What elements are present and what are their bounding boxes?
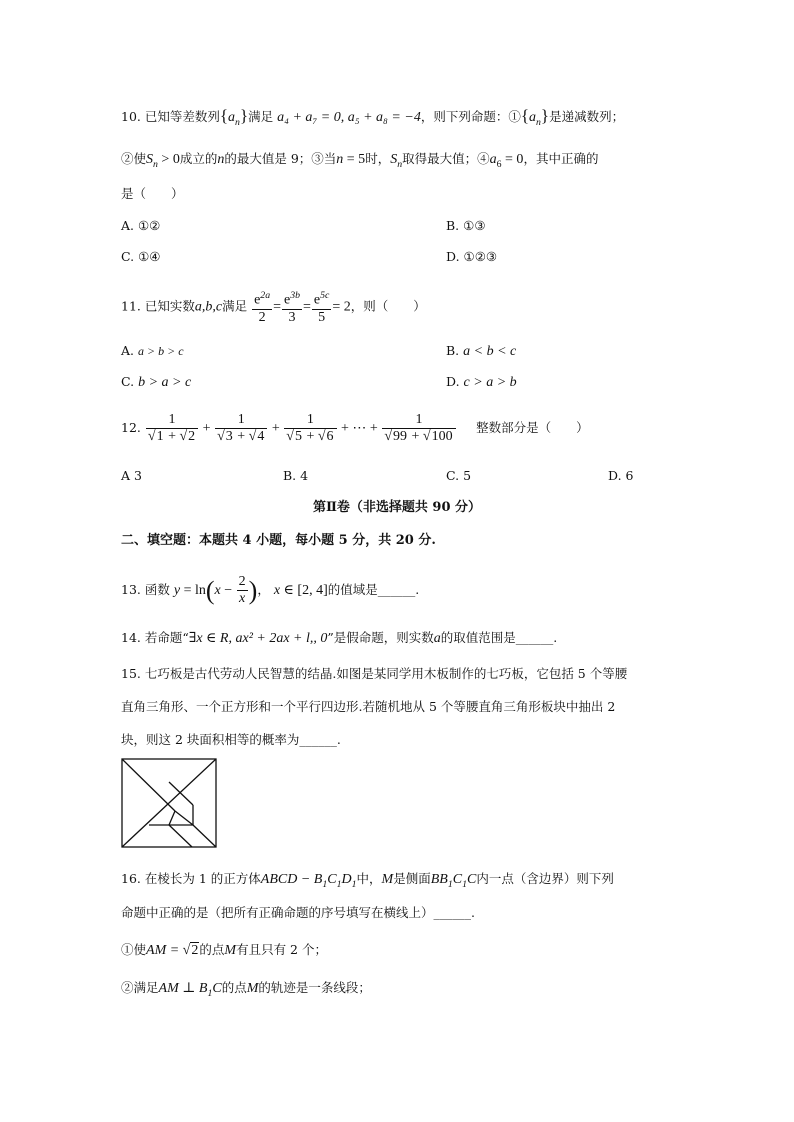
q16-point: M [224,943,237,958]
q16-s1-expr: AM = √2 [146,943,199,958]
q16-s2-expr: AM ⊥ $B_1C$ [158,981,222,999]
q10-text: ，则下列命题：① [420,109,521,124]
q16-text: 的点 [199,942,225,957]
q11-option-a: A. a > b > c [121,343,184,358]
q11-text: ，则（ ） [350,298,426,314]
q11-fraction-b: $\frac{e^{3b}}{3}$ [284,290,301,325]
q13-function: y = ln(x − $\frac{2}{x}$ ) [173,574,258,607]
q11-option-c: C. b > a > c [121,374,192,390]
q12-text: 整数部分是（ ） [476,420,589,435]
q12-number: 12. [121,420,141,435]
q13-text: 13. 函数 [121,582,170,597]
q16-text: 16. 在棱长为 1 的正方体 [121,871,261,886]
q16-text: 是侧面 [393,871,431,886]
q13-line [121,572,419,609]
section-title: 第Ⅱ卷（非选择题共 90 分） [312,500,482,515]
q11-text: 满足 [222,298,248,314]
q16-point: M [246,981,259,996]
q10-text: 10. 已知等差数列 [121,109,220,124]
q16-line1 [121,869,614,895]
q12-option-b: B. 4 [283,468,309,483]
q10-text: ，其中正确的 [523,151,599,166]
q14-text: 14. 若命题“ [121,630,189,645]
q16-statement-1 [121,940,327,961]
q16-line2: 命题中正确的是（把所有正确命题的序号填写在横线上）______. [121,905,475,920]
q15-line2: 直角三角形、一个正方形和一个平行四边形.若随机地从 5 个等腰直角三角形板块中抽出 2 [121,699,616,714]
q13-text: ， [257,582,270,597]
q10-text: 时， [365,151,391,166]
q11-fraction-c: $\frac{e^{5c}}{5}$ [313,290,330,325]
q10-text: 取得最大值；④ [402,151,490,166]
q13-text: 的值域是______. [327,582,420,597]
q10-text: 的最大值是 9；③当 [224,151,337,166]
q15-line3: 块，则这 2 块面积相等的概率为______. [121,732,341,747]
q16-statement-2 [121,978,371,1004]
q16-cube: ABCD − $B_1C_1D_1$ [260,872,357,890]
q10-text: 成立的 [179,151,218,166]
q10-option-a: A. ①② [121,218,161,233]
q11-option-d: D. c > a > b [446,374,517,390]
q10-option-b: B. ①③ [446,218,486,233]
q11-option-b: B. a < b < c [446,343,517,359]
q12-option-c: C. 5 [446,468,472,483]
q16-text: 的点 [221,980,247,995]
q12-expression: $\frac{1}{√1 + √2}$ + $\frac{1}{√3 + √4}$ + $\frac{1}{√5 + √6}$ + ⋯ + $\frac{1}{√99 + √100}$ [145,421,460,436]
section-heading: 二、填空题：本题共 4 小题，每小题 5 分，共 20 分. [121,533,436,548]
q14-variable: a [433,631,441,646]
q14-text: ”是假命题，则实数 [327,630,434,645]
q16-point: M [381,872,394,887]
q16-text: ①使 [121,942,147,957]
q14-line [121,628,557,649]
tangram-figure [121,758,217,848]
q12-option-a: A 3 [121,468,142,483]
q10-condition: a₄ + a₇ = 0, a₅ + a₈ = −4 [277,110,421,125]
q16-text: 有且只有 2 个； [236,942,327,957]
q10-text: 是递减数列； [549,109,625,124]
q10-text: 满足 [248,109,274,124]
q16-face: $BB_1C_1C$ [430,872,477,890]
q13-domain: x ∈ [2, 4] [273,583,328,598]
q16-text: 中， [356,871,382,886]
q10-line1: 10. 已知等差数列$\{a_n\}$满足 a₄ + a₇ = 0, a₅ + a₈ = −4，则下列命题：$①\{a_n\}$是递减数列； [121,106,625,128]
q11-line: 11. 已知实数a,b,c满足 $\frac{e^{2a}}{2}$ = $\frac{e^{3b}}{3}$ = $\frac{e^{5c}}{5}$ = 2，则（ ） [121,290,426,325]
q15-line1: 15. 七巧板是古代劳动人民智慧的结晶.如图是某同学用木板制作的七巧板，它包括 5 个等腰 [121,666,628,681]
q14-expression: ∃x ∈ R, ax² + 2ax + l,, 0 [188,631,328,646]
q16-text: ②满足 [121,980,159,995]
q12-option-d: D. 6 [608,468,634,483]
q10-line3: 是（ ） [121,186,184,201]
q10-option-d: D. ①②③ [446,249,498,264]
q11-fraction-a: $\frac{e^{2a}}{2}$ [254,290,271,325]
q14-text: 的取值范围是______. [440,630,558,645]
q11-text: 11. 已知实数 [121,298,195,314]
q12-line [121,408,589,449]
q16-text: 的轨迹是一条线段； [258,980,371,995]
q10-option-c: C. ①④ [121,249,161,264]
q10-line2: ②使$S_n > 0$成立的n的最大值是 9；③当n = 5时，$S_n$取得最大值；$④a_6 = 0$，其中正确的 [121,151,599,170]
q16-text: 内一点（含边界）则下列 [476,871,614,886]
q11-vars: a,b,c [194,299,223,315]
q10-text: ②使 [121,151,147,166]
